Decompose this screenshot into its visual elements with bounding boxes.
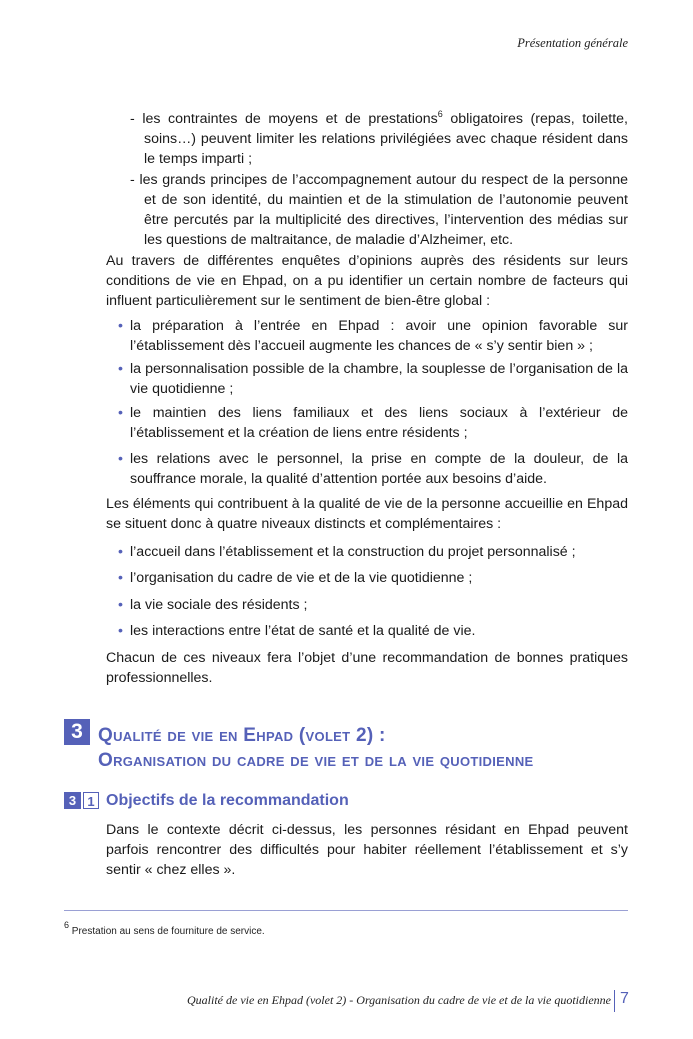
footnote <box>64 920 265 937</box>
paragraph-factors-intro: Au travers de différentes enquêtes d’opinions auprès des résidents sur leurs conditions de vie en Ehpad, on a pu identifier un certain nombre de facteurs qui influent particulièrement sur le sentiment de bien-être global : <box>106 253 628 309</box>
subsection-minor-number: 1 <box>83 792 99 809</box>
subsection-title: Objectifs de la recommandation <box>106 792 349 809</box>
bullet-item <box>116 568 628 588</box>
bullet-marker: • <box>118 623 123 639</box>
footer-divider <box>614 990 615 1012</box>
paragraph-conclusion: Chacun de ces niveaux fera l’objet d’une recommandation de bonnes pratiques professionnelles. <box>106 650 628 686</box>
bullet-text: l’organisation du cadre de vie et de la vie quotidienne ; <box>130 570 473 586</box>
subsection-paragraph: Dans le contexte décrit ci-dessus, les personnes résidant en Ehpad peuvent parfois rencontrer des difficultés pour habiter réellement l’établissement et s’y sentir « chez elles ». <box>106 822 628 878</box>
bullet-item <box>116 449 628 489</box>
bullet-marker: • <box>118 451 123 467</box>
bullet-text: la personnalisation possible de la chambre, la souplesse de l’organisation de la vie quotidienne ; <box>130 361 628 397</box>
bullet-item <box>116 621 628 641</box>
bullet-text: le maintien des liens familiaux et des liens sociaux à l’extérieur de l’établissement et la création de liens entre résidents ; <box>130 405 628 441</box>
bullet-item <box>116 595 628 615</box>
running-footer: Qualité de vie en Ehpad (volet 2) - Organisation du cadre de vie et de la vie quotidienne <box>187 993 611 1007</box>
dash-item-text-after: obligatoires (repas, toilette, soins…) peuvent limiter les relations privilégiées avec chaque résident dans le temps imparti ; <box>144 111 628 167</box>
bullet-text: la préparation à l’entrée en Ehpad : avoir une opinion favorable sur l’établissement dès l’accueil augmente les chances de « s’y sentir bien » ; <box>130 318 628 354</box>
subsection-major-number: 3 <box>64 792 81 809</box>
bullet-marker: • <box>118 570 123 586</box>
footnote-mark: 6 <box>64 920 70 930</box>
bullet-text: les relations avec le personnel, la prise en compte de la douleur, de la souffrance morale, la qualité d’attention portée aux besoins d’aide. <box>130 451 628 487</box>
dash-marker: - <box>130 111 135 127</box>
section-title-line-2: Organisation du cadre de vie et de la vie quotidienne <box>98 750 534 771</box>
bullet-marker: • <box>118 405 123 421</box>
bullet-item <box>116 403 628 443</box>
bullet-text: la vie sociale des résidents ; <box>130 597 308 613</box>
section-number-badge: 3 <box>64 719 90 745</box>
subsection-number-badge <box>64 792 99 809</box>
dash-marker: - <box>130 172 135 188</box>
bullet-item <box>116 359 628 399</box>
running-header: Présentation générale <box>517 36 628 50</box>
dash-item-1 <box>130 104 628 169</box>
bullet-marker: • <box>118 361 123 377</box>
bullet-marker: • <box>118 318 123 334</box>
footnote-text: Prestation au sens de fourniture de service. <box>71 926 265 937</box>
bullet-marker: • <box>118 544 123 560</box>
section-title-line-1: Qualité de vie en Ehpad (volet 2) : <box>98 725 386 746</box>
dash-item-text: les grands principes de l’accompagnement autour du respect de la personne et de son identité, du maintien et de la stimulation de l’autonomie peuvent être percutés par la multiplicité des directives, l’intervention des médias sur les questions de maltraitance, de maladie d’Alzheimer, etc. <box>139 172 629 248</box>
bullet-item <box>116 542 628 562</box>
bullet-text: les interactions entre l’état de santé et la qualité de vie. <box>130 623 476 639</box>
paragraph-levels-intro: Les éléments qui contribuent à la qualité de vie de la personne accueillie en Ehpad se situent donc à quatre niveaux distincts et complémentaires : <box>106 496 628 532</box>
page-number: 7 <box>620 990 629 1007</box>
dash-item-text: les contraintes de moyens et de prestations <box>142 111 438 127</box>
bullet-marker: • <box>118 597 123 613</box>
bullet-text: l’accueil dans l’établissement et la construction du projet personnalisé ; <box>130 544 576 560</box>
footnote-divider <box>64 910 628 911</box>
dash-item-2 <box>130 170 628 250</box>
footnote-ref[interactable]: 6 <box>437 109 443 119</box>
bullet-item <box>116 316 628 356</box>
